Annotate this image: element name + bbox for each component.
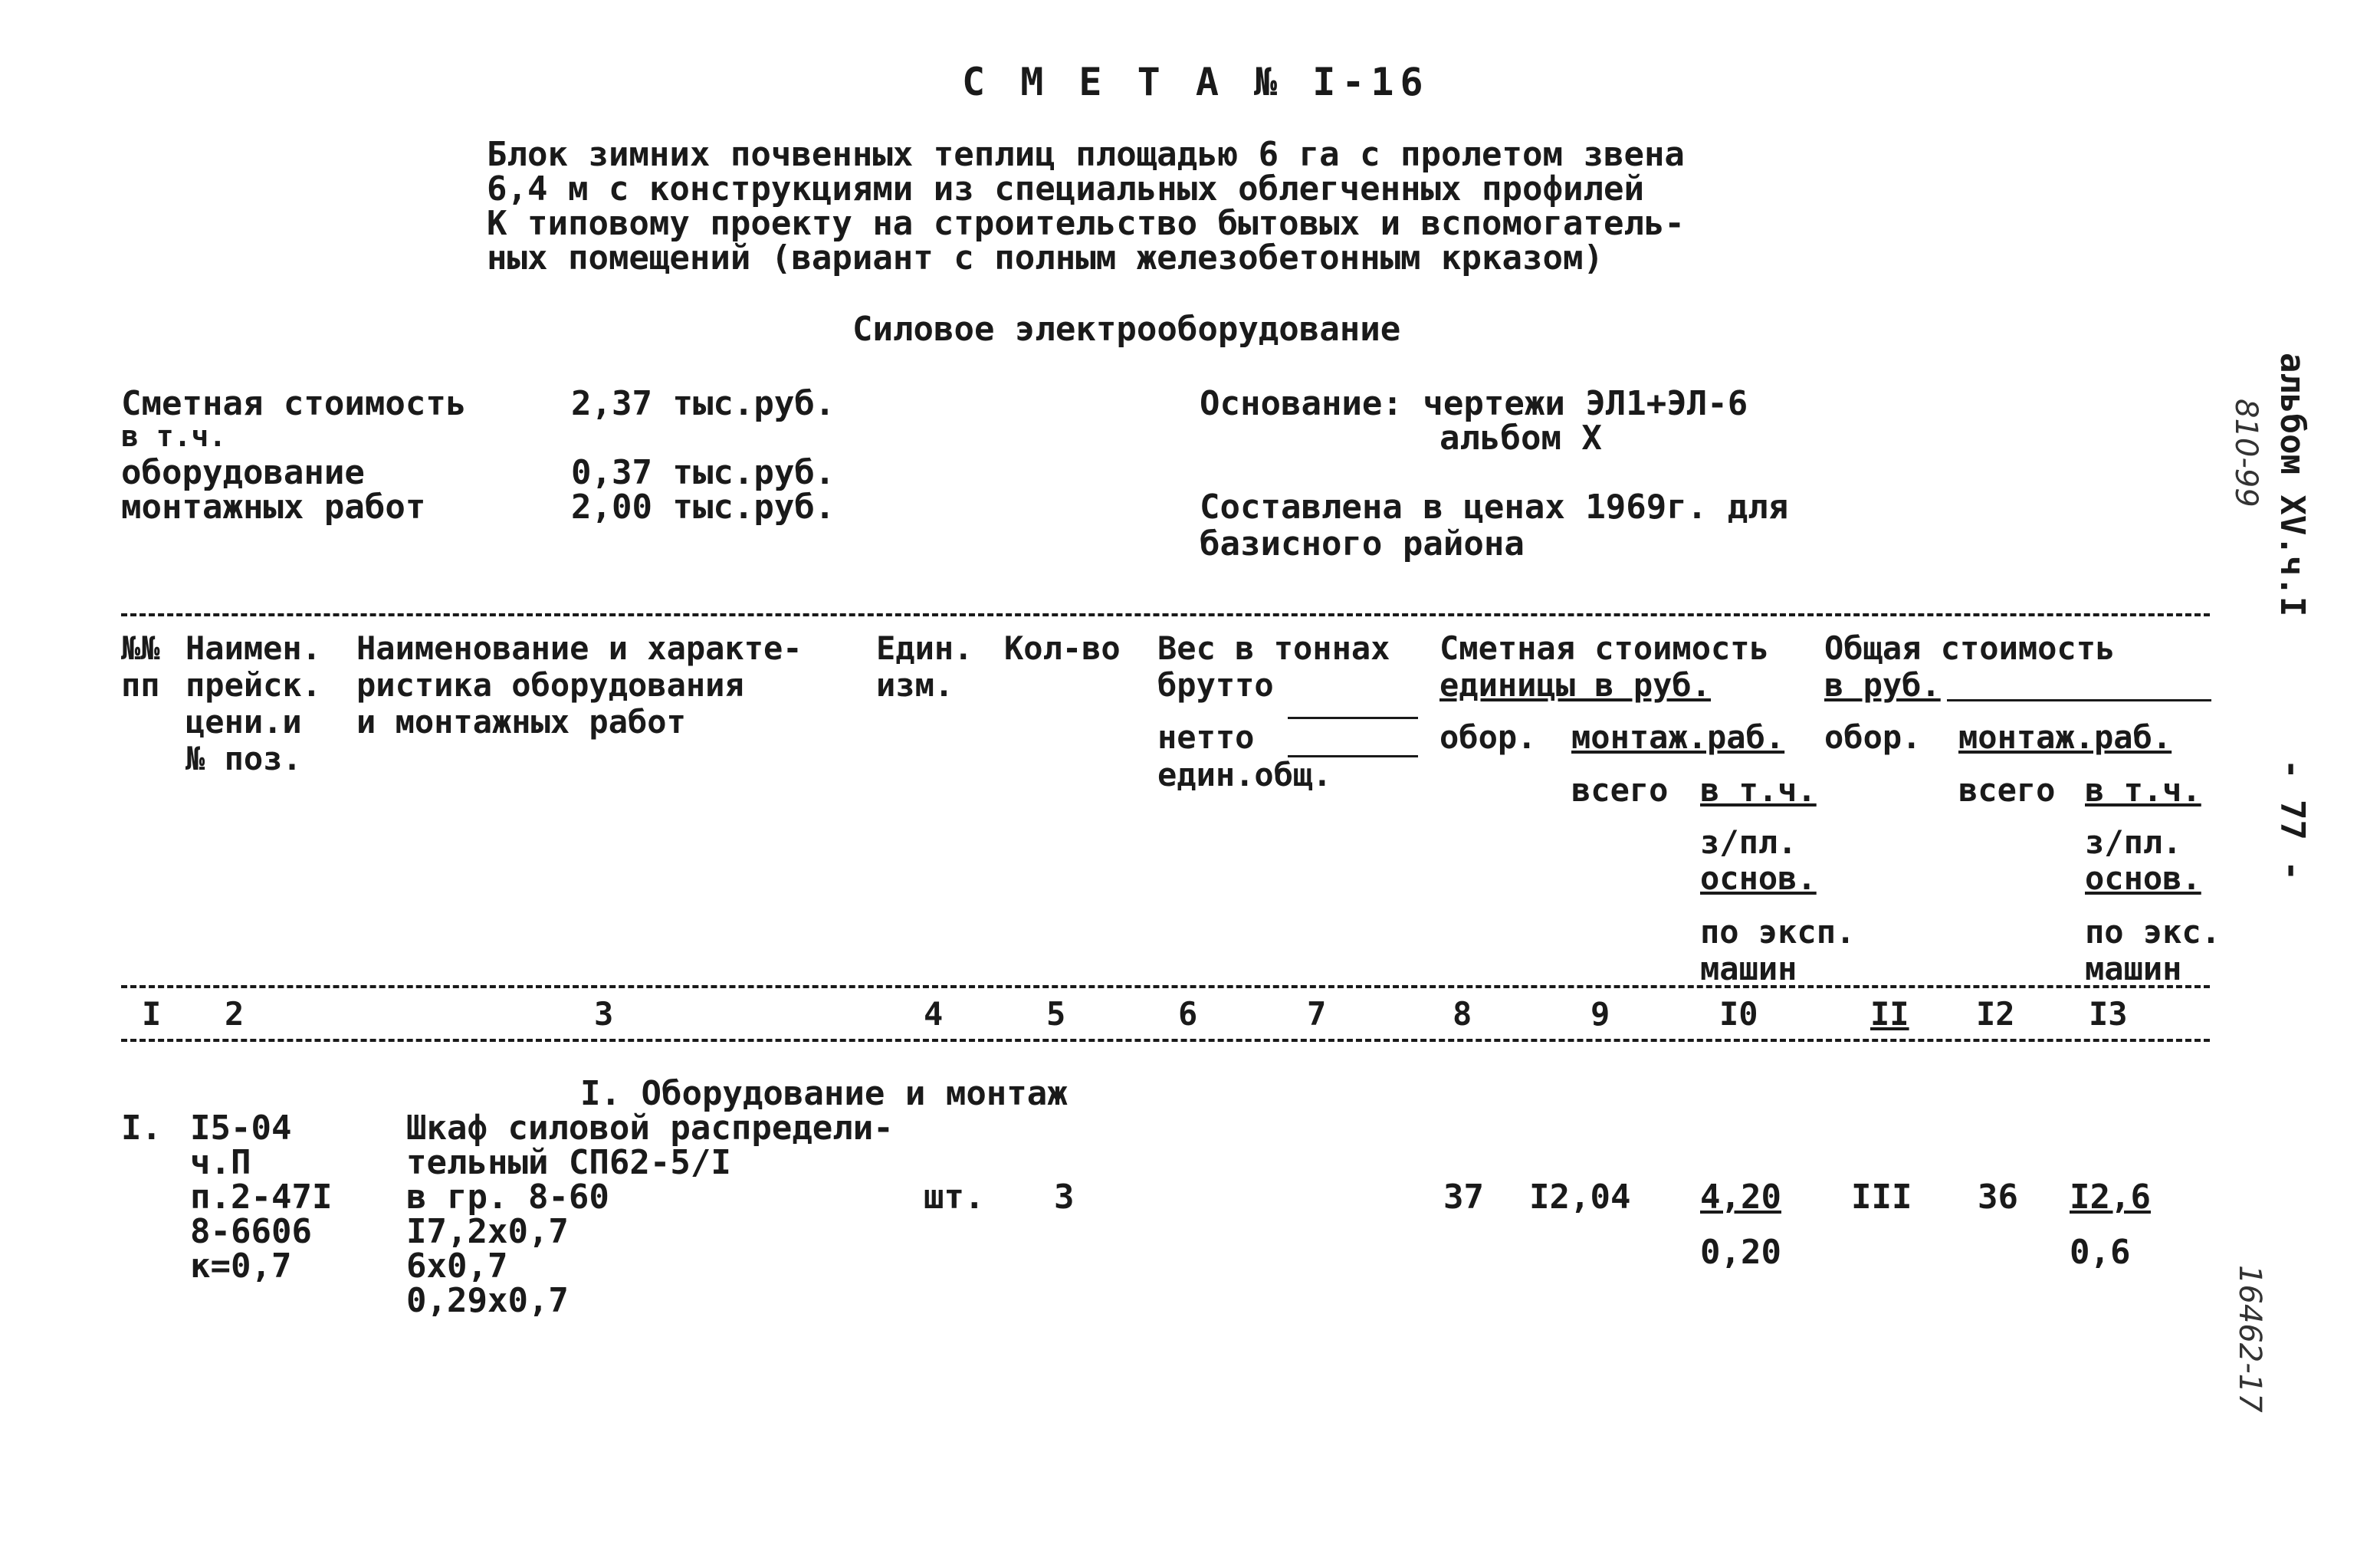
row-qty: 3: [1054, 1178, 1075, 1217]
colnum-9: 9: [1590, 995, 1610, 1033]
colnum-10: I0: [1719, 995, 1758, 1033]
basis-line-1: Основание: чертежи ЭЛ1+ЭЛ-6: [1200, 384, 1748, 423]
hdr-unit-cost-sub: единицы в руб.: [1439, 666, 1712, 704]
hdr-col1-line1: №№: [121, 629, 160, 667]
document-title: С М Е Т А № I-16: [962, 60, 1430, 104]
hdr-unit-obor: обор.: [1439, 718, 1537, 756]
cost-value-total: 2,37 тыс.руб.: [571, 384, 835, 423]
row-unit-install-machines: 0,20: [1700, 1233, 1781, 1272]
hdr-unit-zpl: з/пл.: [1700, 823, 1797, 861]
hdr-total-vsego: всего: [1958, 771, 2056, 809]
section-heading: Силовое электрооборудование: [852, 310, 1401, 349]
colnum-11: II: [1870, 995, 1909, 1033]
colnum-4: 4: [924, 995, 944, 1033]
hdr-weight-brutto: брутто: [1157, 666, 1274, 704]
row-unit-install-total: I2,04: [1529, 1178, 1631, 1217]
hdr-total-vtch: в т.ч.: [2085, 771, 2201, 809]
row-desc-5: 6х0,7: [406, 1247, 508, 1286]
hdr-total-obor: обор.: [1824, 718, 1922, 756]
hdr-col4-line1: Един.: [876, 629, 973, 667]
hdr-weight-title: Вес в тоннах: [1157, 629, 1390, 667]
hdr-total-zpl: з/пл.: [2085, 823, 2182, 861]
hdr-unit-mashin: машин: [1700, 950, 1797, 987]
hdr-unit-osnov: основ.: [1700, 859, 1817, 897]
row-number: I.: [121, 1109, 162, 1148]
basis-line-2: альбом X: [1439, 419, 1602, 458]
hdr-total-mashin: машин: [2085, 950, 2182, 987]
colnum-7: 7: [1307, 995, 1327, 1033]
hdr-col2-line1: Наимен.: [185, 629, 322, 667]
header-bottom-rule: [121, 985, 2210, 988]
row-unit-install-wage: 4,20: [1700, 1178, 1781, 1217]
row-code-1: I5-04: [190, 1109, 292, 1148]
hdr-unit-vtch: в т.ч.: [1700, 771, 1817, 809]
row-code-4: 8-6606: [190, 1212, 312, 1251]
table-top-rule: [121, 613, 2210, 616]
colnum-8: 8: [1453, 995, 1472, 1033]
hdr-col2-line4: № поз.: [185, 740, 302, 777]
hdr-col3-line3: и монтажных работ: [356, 703, 686, 741]
subtitle-line-2: 6,4 м с конструкциями из специальных облегченных профилей: [487, 169, 1644, 209]
cost-label-incl: в т.ч.: [121, 419, 227, 453]
subtitle-line-4: ных помещений (вариант с полным железобетонным крказом): [487, 238, 1604, 278]
margin-album: альбом ХV.ч.I: [2273, 353, 2312, 617]
hdr-unit-po-eksp: по эксп.: [1700, 913, 1856, 951]
cost-label-total: Сметная стоимость: [121, 384, 467, 423]
row-code-2: ч.П: [190, 1143, 251, 1182]
hdr-unit-vsego: всего: [1571, 771, 1669, 809]
margin-stamp: 16462-17: [2232, 1265, 2267, 1413]
hdr-col3-line1: Наименование и характе-: [356, 629, 803, 667]
hdr-col2-line3: цени.и: [185, 703, 302, 741]
weight-rule-1: [1288, 717, 1418, 719]
cost-label-installation: монтажных работ: [121, 488, 426, 527]
hdr-total-po-eks: по экс.: [2085, 913, 2221, 951]
row-desc-3: в гр. 8-60: [406, 1178, 609, 1217]
hdr-col2-line2: прейск.: [185, 666, 322, 704]
subtitle-line-1: Блок зимних почвенных теплиц площадью 6 га с пролетом звена: [487, 135, 1685, 174]
colnum-5: 5: [1046, 995, 1066, 1033]
row-total-install-wage: I2,6: [2070, 1178, 2151, 1217]
colnum-6: 6: [1178, 995, 1198, 1033]
row-desc-2: тельный СП62-5/I: [406, 1143, 731, 1182]
hdr-col1-line2: пп: [121, 666, 160, 704]
colnum-2: 2: [225, 995, 245, 1033]
hdr-col4-line2: изм.: [876, 666, 954, 704]
row-unit: шт.: [924, 1178, 985, 1217]
colnum-13: I3: [2089, 995, 2128, 1033]
total-cost-rule: [1947, 699, 2211, 701]
row-unit-equipment-cost: 37: [1443, 1178, 1484, 1217]
subtitle-line-3: К типовому проекту на строительство бытовых и вспомогатель-: [487, 204, 1685, 243]
section-title: I. Оборудование и монтаж: [580, 1074, 1068, 1113]
row-desc-1: Шкаф силовой распредели-: [406, 1109, 894, 1148]
hdr-col5: Кол-во: [1004, 629, 1121, 667]
hdr-total-cost-sub: в руб.: [1824, 666, 1941, 704]
hdr-weight-netto: нетто: [1157, 718, 1255, 756]
row-total-install-machines: 0,6: [2070, 1233, 2131, 1272]
hdr-weight-units: един.общ.: [1157, 756, 1332, 793]
row-desc-4: I7,2х0,7: [406, 1212, 569, 1251]
cost-value-installation: 2,00 тыс.руб.: [571, 488, 835, 527]
row-desc-6: 0,29х0,7: [406, 1281, 569, 1320]
hdr-col3-line2: ристика оборудования: [356, 666, 744, 704]
hdr-unit-cost: Сметная стоимость: [1439, 629, 1769, 667]
margin-page-number: - 77 -: [2273, 759, 2312, 881]
row-code-5: к=0,7: [190, 1247, 292, 1286]
row-code-3: п.2-47I: [190, 1178, 333, 1217]
margin-code: 810-99: [2228, 399, 2263, 508]
basis-line-4: базисного района: [1200, 524, 1525, 563]
colnum-1: I: [142, 995, 162, 1033]
colnum-12: I2: [1976, 995, 2015, 1033]
colnum-3: 3: [594, 995, 614, 1033]
hdr-total-montazh: монтаж.раб.: [1958, 718, 2172, 756]
hdr-total-cost: Общая стоимость: [1824, 629, 2116, 667]
column-numbers-rule: [121, 1039, 2210, 1042]
basis-line-3: Составлена в ценах 1969г. для: [1200, 488, 1789, 527]
cost-label-equipment: оборудование: [121, 453, 365, 492]
row-total-equipment-cost: III: [1851, 1178, 1912, 1217]
row-total-install-total: 36: [1978, 1178, 2018, 1217]
hdr-unit-montazh: монтаж.раб.: [1571, 718, 1785, 756]
hdr-total-osnov: основ.: [2085, 859, 2201, 897]
cost-value-equipment: 0,37 тыс.руб.: [571, 453, 835, 492]
